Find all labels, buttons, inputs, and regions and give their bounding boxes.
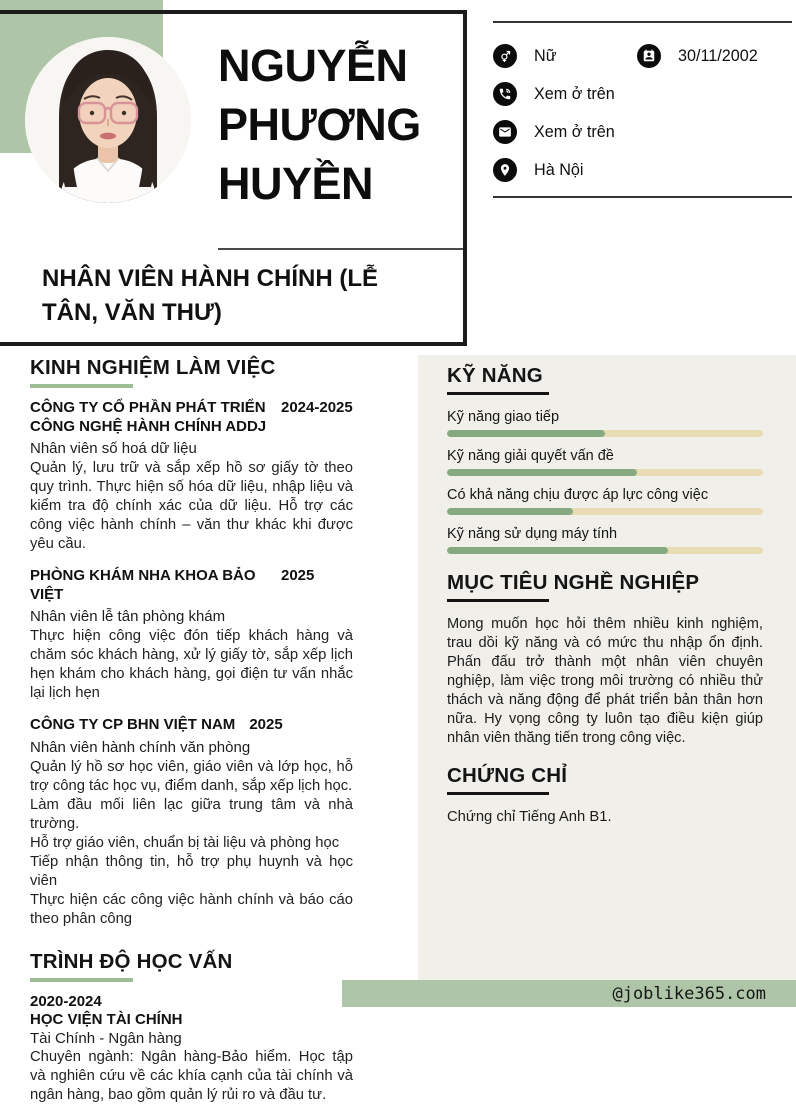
experience-entry bbox=[30, 399, 353, 554]
company-name: PHÒNG KHÁM NHA KHOA BẢO VIỆT bbox=[30, 567, 256, 603]
email-value: Xem ở trên bbox=[534, 122, 615, 141]
entry-description-line: Tiếp nhận thông tin, hỗ trợ phụ huynh và học viên bbox=[30, 853, 353, 889]
education-school: HỌC VIỆN TÀI CHÍNH bbox=[30, 1010, 183, 1028]
job-title: NHÂN VIÊN HÀNH CHÍNH (LỄ TÂN, VĂN THƯ) bbox=[42, 265, 378, 326]
entry-description-line: Thực hiện các công việc hành chính và báo cáo theo phân công bbox=[30, 891, 353, 927]
contact-row-birthdate bbox=[637, 44, 758, 68]
experience-entry bbox=[30, 716, 353, 929]
objective-body: Mong muốn học hỏi thêm nhiều kinh nghiệm, trau dồi kỹ năng và có mức thu nhập ổn định. Phấn đấu trở thành một nhân viên chuyên nghiệp, làm việc trong môi trường có nhiều thử thách và năng động để phát triển bản thân hơn nữa. Hy vọng công ty luôn tạo điều kiện giúp nhân viên thăng tiến trong công việc. bbox=[447, 616, 763, 746]
gender-icon bbox=[493, 44, 517, 68]
avatar bbox=[25, 37, 191, 203]
entry-role: Nhân viên lễ tân phòng khám bbox=[30, 608, 226, 625]
skill-item bbox=[447, 486, 763, 515]
contact-row-location bbox=[493, 158, 615, 182]
entry-role: Nhân viên hành chính văn phòng bbox=[30, 738, 251, 756]
company-name: CÔNG TY CP BHN VIỆT NAM bbox=[30, 716, 236, 733]
skill-bar-track bbox=[447, 547, 763, 554]
location-icon bbox=[493, 158, 517, 182]
education-description: Chuyên ngành: Ngân hàng-Bảo hiểm. Học tập và nghiên cứu về các khía cạnh của tài chính và ngân hàng, bao gồm quản lý rủi ro và đầu tư. bbox=[30, 1048, 353, 1103]
skill-item bbox=[447, 408, 763, 437]
skills-heading: KỸ NĂNG bbox=[447, 364, 543, 387]
entry-head bbox=[30, 716, 353, 735]
entry-head bbox=[30, 567, 353, 604]
entry-description: Quản lý, lưu trữ và sắp xếp hồ sơ giấy tờ theo quy trình. Thực hiện số hóa dữ liệu, nhập liệu và kiểm tra độ chính xác của dữ liệu. Hỗ trợ các công việc hành chính – văn thư khác khi được yêu cầu. bbox=[30, 460, 353, 552]
phone-value: Xem ở trên bbox=[534, 84, 615, 103]
entry-head bbox=[30, 399, 353, 436]
experience-heading-underline bbox=[30, 384, 133, 388]
experience-heading: KINH NGHIỆM LÀM VIỆC bbox=[30, 356, 276, 379]
skill-bar-track bbox=[447, 469, 763, 476]
skills-heading-underline bbox=[447, 392, 549, 395]
contact-list bbox=[493, 44, 615, 182]
contact-row-phone bbox=[493, 82, 615, 106]
certificates-heading: CHỨNG CHỈ bbox=[447, 764, 568, 787]
skill-bar-fill bbox=[447, 508, 573, 515]
entry-description-line: Quản lý hồ sơ học viên, giáo viên và lớp học, hỗ trợ công tác học vụ, điểm danh, sắp xếp lịch học. bbox=[30, 758, 353, 794]
candidate-name: NGUYỄN PHƯƠNG HUYỀN bbox=[218, 40, 421, 209]
skill-bar-track bbox=[447, 508, 763, 515]
education-heading-underline bbox=[30, 978, 133, 982]
profile-photo bbox=[25, 37, 191, 203]
objective-heading-underline bbox=[447, 599, 549, 602]
calendar-icon bbox=[637, 44, 661, 68]
entry-period: 2025 bbox=[281, 567, 315, 584]
main-right-panel bbox=[418, 355, 796, 980]
skill-label: Kỹ năng giải quyết vấn đề bbox=[447, 448, 614, 464]
skill-label: Kỹ năng sử dụng máy tính bbox=[447, 526, 618, 542]
skill-bar-fill bbox=[447, 430, 605, 437]
skill-bar-fill bbox=[447, 547, 668, 554]
skill-item bbox=[447, 447, 763, 476]
skill-label: Có khả năng chịu được áp lực công việc bbox=[447, 487, 709, 503]
skill-item bbox=[447, 525, 763, 554]
name-divider bbox=[218, 248, 463, 250]
phone-icon bbox=[493, 82, 517, 106]
email-icon bbox=[493, 120, 517, 144]
entry-description-line: Làm đầu mối liên lạc giữa trung tâm và nhà trường. bbox=[30, 796, 353, 832]
entry-description: Thực hiện công việc đón tiếp khách hàng và chăm sóc khách hàng, xử lý giấy tờ, sắp xếp lịch hẹn khám cho khách hàng, gọi điện tư vấn nhắc lại lịch hẹn bbox=[30, 628, 353, 701]
birthdate-value: 30/11/2002 bbox=[678, 46, 758, 65]
experience-entry bbox=[30, 567, 353, 703]
skill-bar-track bbox=[447, 430, 763, 437]
watermark-text: @joblike365.com bbox=[612, 983, 766, 1004]
entry-description-line: Hỗ trợ giáo viên, chuẩn bị tài liệu và phòng học bbox=[30, 834, 340, 851]
education-period: 2020-2024 bbox=[30, 992, 102, 1010]
skill-bar-fill bbox=[447, 469, 637, 476]
certificates-body: Chứng chỉ Tiếng Anh B1. bbox=[447, 809, 612, 825]
contact-divider-bottom bbox=[493, 196, 792, 198]
location-value: Hà Nội bbox=[534, 160, 584, 179]
company-name: CÔNG TY CỔ PHẦN PHÁT TRIỂN CÔNG NGHỆ HÀNH CHÍNH ADDJ bbox=[30, 399, 267, 435]
education-entry bbox=[30, 993, 353, 1105]
education-major: Tài Chính - Ngân hàng bbox=[30, 1029, 182, 1047]
objective-heading: MỤC TIÊU NGHỀ NGHIỆP bbox=[447, 571, 700, 594]
contact-row-email bbox=[493, 120, 615, 144]
certificates-heading-underline bbox=[447, 792, 549, 795]
footer-watermark-bar bbox=[342, 980, 796, 1007]
entry-period: 2025 bbox=[249, 716, 283, 733]
main-left-column bbox=[30, 356, 353, 1105]
contact-row-gender bbox=[493, 44, 615, 68]
gender-value: Nữ bbox=[534, 46, 557, 65]
entry-period: 2024-2025 bbox=[281, 399, 353, 416]
skill-label: Kỹ năng giao tiếp bbox=[447, 409, 560, 425]
entry-role: Nhân viên số hoá dữ liệu bbox=[30, 440, 197, 457]
education-heading: TRÌNH ĐỘ HỌC VẤN bbox=[30, 949, 233, 973]
contact-divider-top bbox=[493, 21, 792, 23]
